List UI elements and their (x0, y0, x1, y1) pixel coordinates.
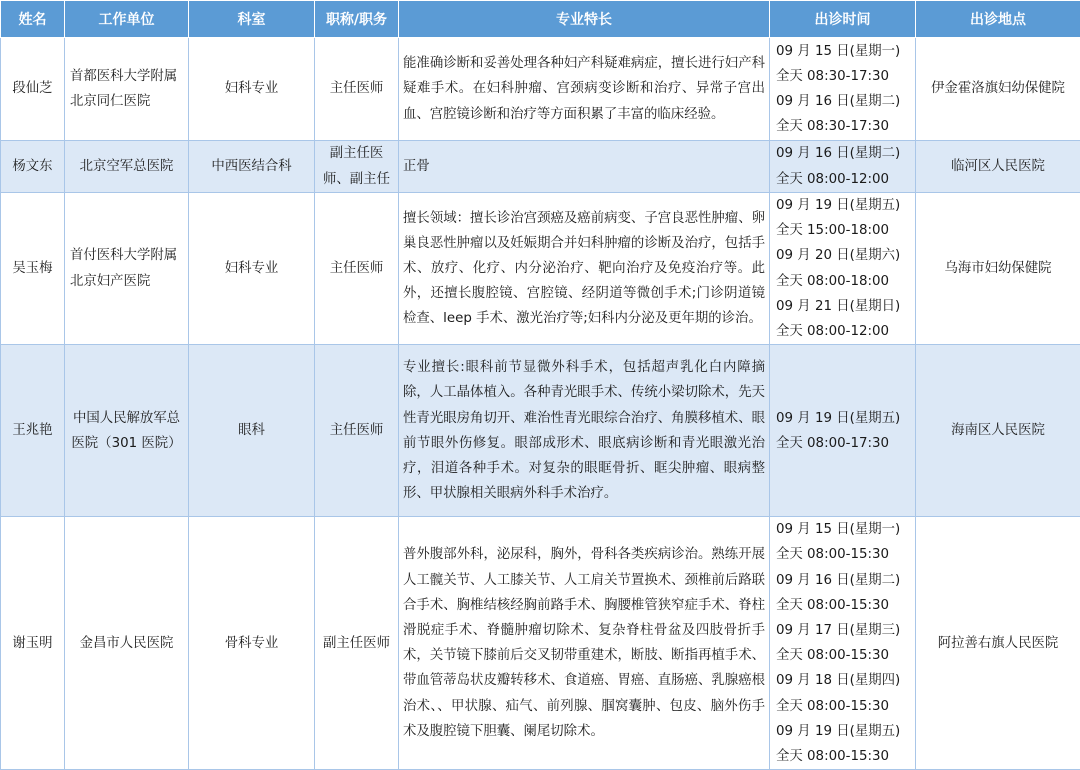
clinic-time: 09 月 19 日(星期五) 全天 08:00-17:30 (770, 345, 916, 517)
header-place: 出诊地点 (916, 1, 1080, 38)
table-row (1, 193, 1080, 345)
header-unit: 工作单位 (65, 1, 189, 38)
clinic-place: 伊金霍洛旗妇幼保健院 (916, 38, 1080, 141)
doctor-name: 王兆艳 (1, 345, 65, 517)
doctor-specialty: 能准确诊断和妥善处理各种妇产科疑难病症，擅长进行妇产科疑难手术。在妇科肿瘤、宫颈病变诊断和治疗、异常子宫出血、宫腔镜诊断和治疗等方面积累了丰富的临床经验。 (399, 38, 770, 141)
table-row (1, 517, 1080, 770)
doctor-unit: 北京空军总医院 (65, 141, 189, 193)
doctor-dept: 骨科专业 (189, 517, 315, 770)
clinic-time: 09 月 16 日(星期二) 全天 08:00-12:00 (770, 141, 916, 193)
doctor-title: 副主任医师 (315, 517, 399, 770)
header-row (1, 1, 1080, 38)
doctor-title: 主任医师 (315, 38, 399, 141)
doctor-unit: 中国人民解放军总医院（301 医院） (65, 345, 189, 517)
header-dept: 科室 (189, 1, 315, 38)
doctor-title: 主任医师 (315, 345, 399, 517)
doctor-unit: 首都医科大学附属北京同仁医院 (65, 38, 189, 141)
table-row (1, 345, 1080, 517)
doctor-dept: 妇科专业 (189, 38, 315, 141)
header-specialty: 专业特长 (399, 1, 770, 38)
doctor-unit: 金昌市人民医院 (65, 517, 189, 770)
header-time: 出诊时间 (770, 1, 916, 38)
doctor-specialty: 擅长领域：擅长诊治宫颈癌及癌前病变、子宫良恶性肿瘤、卵巢良恶性肿瘤以及妊娠期合并妇科肿瘤的诊断及治疗，包括手术、放疗、化疗、内分泌治疗、靶向治疗及免疫治疗等。此外，还擅长腹腔镜、宫腔镜、经阴道等微创手术;门诊阴道镜检查、leep 手术、激光治疗等;妇科内分泌及更年期的诊治。 (399, 193, 770, 345)
doctor-specialty: 普外腹部外科，泌尿科，胸外，骨科各类疾病诊治。熟练开展人工髋关节、人工膝关节、人工肩关节置换术、颈椎前后路联合手术、胸椎结核经胸前路手术、胸腰椎管狭窄症手术、脊柱滑脱症手术、脊髓肿瘤切除术、复杂脊柱骨盆及四肢骨折手术，关节镜下膝前后交叉韧带重建术，断肢、断指再植手术、带血管蒂岛状皮瓣转移术、食道癌、胃癌、直肠癌、乳腺癌根治术、、甲状腺、疝气、前列腺、腘窝囊肿、包皮、脑外伤手术及腹腔镜下胆囊、阑尾切除术。 (399, 517, 770, 770)
doctor-name: 段仙芝 (1, 38, 65, 141)
doctor-dept: 妇科专业 (189, 193, 315, 345)
clinic-time: 09 月 15 日(星期一) 全天 08:00-15:30 09 月 16 日(星期二) 全天 08:00-15:30 09 月 17 日(星期三) 全天 08:00-15:30 09 月 18 日(星期四) 全天 08:00-15:30 09 月 19 日(星期五) 全天 08:00-15:30 (770, 517, 916, 770)
clinic-time: 09 月 15 日(星期一) 全天 08:30-17:30 09 月 16 日(星期二) 全天 08:30-17:30 (770, 38, 916, 141)
doctor-name: 吴玉梅 (1, 193, 65, 345)
clinic-place: 海南区人民医院 (916, 345, 1080, 517)
header-name: 姓名 (1, 1, 65, 38)
clinic-place: 阿拉善右旗人民医院 (916, 517, 1080, 770)
table-row (1, 38, 1080, 141)
table-row (1, 141, 1080, 193)
doctor-dept: 眼科 (189, 345, 315, 517)
doctor-title: 副主任医师、副主任 (315, 141, 399, 193)
doctor-dept: 中西医结合科 (189, 141, 315, 193)
clinic-place: 乌海市妇幼保健院 (916, 193, 1080, 345)
doctor-specialty: 正骨 (399, 141, 770, 193)
clinic-place: 临河区人民医院 (916, 141, 1080, 193)
doctor-name: 谢玉明 (1, 517, 65, 770)
doctor-title: 主任医师 (315, 193, 399, 345)
doctor-name: 杨文东 (1, 141, 65, 193)
header-title: 职称/职务 (315, 1, 399, 38)
clinic-time: 09 月 19 日(星期五) 全天 15:00-18:00 09 月 20 日(星期六) 全天 08:00-18:00 09 月 21 日(星期日) 全天 08:00-12:00 (770, 193, 916, 345)
doctor-specialty: 专业擅长:眼科前节显微外科手术，包括超声乳化白内障摘除，人工晶体植入。各种青光眼手术、传统小梁切除术，先天性青光眼房角切开、难治性青光眼综合治疗、角膜移植术、眼前节眼外伤修复。眼部成形术、眼底病诊断和青光眼激光治疗，泪道各种手术。对复杂的眼眶骨折、眶尖肿瘤、眼病整形、甲状腺相关眼病外科手术治疗。 (399, 345, 770, 517)
doctor-unit: 首付医科大学附属北京妇产医院 (65, 193, 189, 345)
